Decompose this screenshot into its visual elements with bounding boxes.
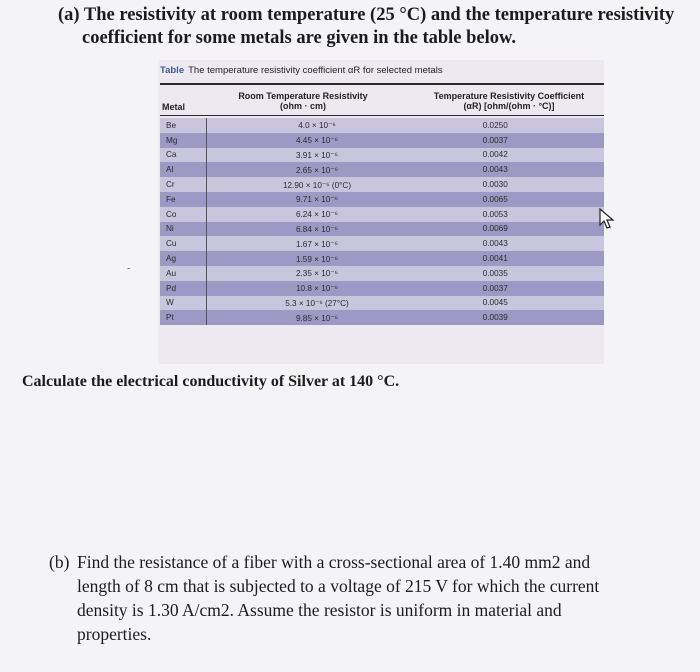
mouse-cursor-icon — [598, 208, 616, 230]
resistivity-cell: 12.90 × 10⁻⁶ (0°C) — [282, 180, 352, 190]
table-row — [160, 222, 604, 237]
table-row — [160, 207, 604, 222]
table-row — [160, 281, 604, 296]
metal-cell: Co — [160, 207, 207, 222]
coefficient-cell: 0.0042 — [482, 150, 508, 160]
table-photo — [158, 60, 604, 364]
table-caption-label: Table — [160, 65, 185, 76]
part-b-question — [49, 550, 697, 646]
stray-mark: - — [127, 263, 131, 274]
header-resistivity-line-2: (ohm · cm) — [280, 101, 326, 111]
table-caption-text: The temperature resistivity coefficient αR for selected metals — [188, 65, 443, 76]
coefficient-cell: 0.0039 — [482, 313, 508, 323]
resistivity-table-body — [160, 118, 604, 325]
resistivity-cell: 5.3 × 10⁻⁶ (27°C) — [285, 298, 349, 308]
table-row — [160, 192, 604, 207]
part-a-line-1: (a) The resistivity at room temperature (25 °C) and the temperature resistivity — [58, 5, 675, 25]
header-resistivity — [218, 91, 388, 111]
table-row — [160, 162, 604, 177]
part-a-line-2: coefficient for some metals are given in the table below. — [82, 28, 516, 48]
table-row — [160, 236, 604, 251]
metal-cell: Fe — [160, 192, 207, 207]
part-b-line-1: Find the resistance of a fiber with a cross-sectional area of 1.40 mm2 and — [77, 552, 591, 572]
coefficient-cell: 0.0250 — [482, 120, 508, 130]
part-b-label: (b) — [49, 552, 70, 572]
table-row — [160, 310, 604, 325]
table-header-rule — [160, 115, 604, 116]
coefficient-cell: 0.0065 — [482, 194, 508, 204]
header-coefficient — [414, 91, 604, 111]
table-top-rule — [160, 83, 604, 85]
resistivity-cell: 3.91 × 10⁻⁶ — [295, 150, 339, 160]
table-row — [160, 296, 604, 311]
metal-cell: Ag — [160, 251, 207, 266]
table-row — [160, 266, 604, 281]
part-b-line-2: length of 8 cm that is subjected to a voltage of 215 V for which the current — [77, 576, 600, 596]
metal-cell: Pt — [160, 310, 207, 325]
coefficient-cell: 0.0043 — [482, 165, 508, 175]
resistivity-cell: 9.85 × 10⁻⁶ — [295, 313, 339, 323]
metal-cell: Cu — [160, 236, 207, 251]
metal-cell: Ni — [160, 222, 207, 237]
metal-cell: Cr — [160, 177, 207, 192]
metal-cell: Au — [160, 266, 207, 281]
coefficient-cell: 0.0037 — [482, 283, 508, 293]
table-row — [160, 177, 604, 192]
metal-cell: W — [160, 296, 207, 311]
resistivity-cell: 6.24 × 10⁻⁶ — [295, 210, 339, 220]
resistivity-cell: 9.71 × 10⁻⁶ — [295, 195, 339, 205]
table-row — [160, 148, 604, 163]
resistivity-cell: 4.45 × 10⁻⁶ — [295, 136, 339, 146]
table-caption — [160, 65, 443, 76]
part-b-line-4: properties. — [77, 624, 152, 644]
resistivity-cell: 1.59 × 10⁻⁶ — [295, 254, 339, 264]
metal-cell: Ca — [160, 148, 207, 163]
resistivity-cell: 2.65 × 10⁻⁶ — [295, 165, 339, 175]
header-coefficient-line-2: (αR) [ohm/(ohm · °C)] — [463, 101, 555, 111]
coefficient-cell: 0.0030 — [482, 180, 508, 190]
part-b-line-3: density is 1.30 A/cm2. Assume the resistor is uniform in material and — [77, 600, 562, 620]
resistivity-cell: 6.84 × 10⁻⁶ — [295, 224, 339, 234]
metal-cell: Be — [160, 118, 207, 133]
coefficient-cell: 0.0041 — [482, 254, 508, 264]
header-coefficient-line-1: Temperature Resistivity Coefficient — [433, 91, 585, 101]
resistivity-cell: 2.35 × 10⁻⁶ — [295, 269, 339, 279]
table-row — [160, 251, 604, 266]
metal-cell: Mg — [160, 133, 207, 148]
coefficient-cell: 0.0069 — [482, 224, 508, 234]
header-resistivity-line-1: Room Temperature Resistivity — [238, 91, 368, 101]
coefficient-cell: 0.0035 — [482, 268, 508, 278]
calculate-prompt: Calculate the electrical conductivity of Silver at 140 °C. — [22, 373, 400, 390]
metal-cell: Pd — [160, 281, 207, 296]
resistivity-cell: 4.0 × 10⁻⁶ — [298, 121, 336, 131]
resistivity-cell: 1.67 × 10⁻⁶ — [295, 239, 339, 249]
resistivity-table — [160, 118, 604, 325]
coefficient-cell: 0.0045 — [482, 298, 508, 308]
table-row — [160, 133, 604, 148]
part-a-question — [58, 4, 688, 50]
coefficient-cell: 0.0037 — [482, 135, 508, 145]
metal-cell: Al — [160, 162, 207, 177]
header-metal: Metal — [162, 102, 186, 112]
resistivity-cell: 10.8 × 10⁻⁶ — [295, 284, 339, 294]
coefficient-cell: 0.0053 — [482, 209, 508, 219]
coefficient-cell: 0.0043 — [482, 239, 508, 249]
table-row — [160, 118, 604, 133]
